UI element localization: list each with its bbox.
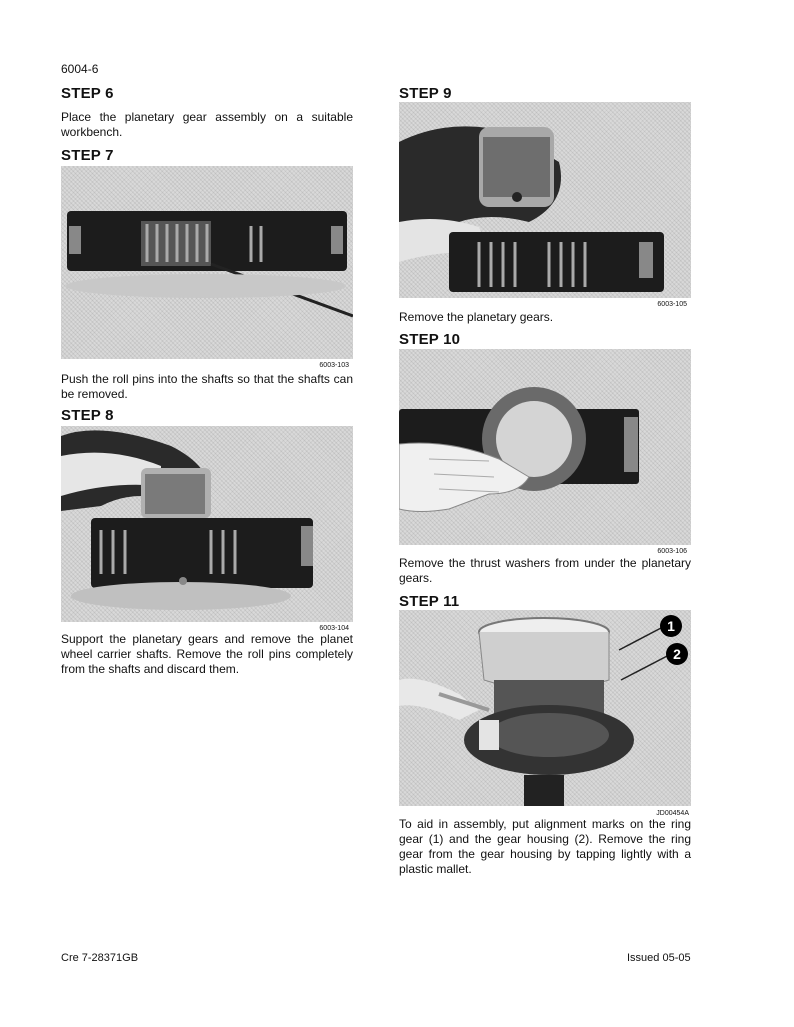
step-10-image-id: 6003-106: [657, 548, 687, 555]
step-10-photo: [399, 349, 691, 545]
step-9-text: Remove the planetary gears.: [399, 310, 554, 324]
step-11-title: STEP 11: [399, 593, 460, 610]
step-7-title: STEP 7: [61, 147, 114, 164]
step-8-text: Support the planetary gears and remove the planet wheel carrier shafts. Remove the roll pins completely from the shafts and discard them.: [61, 632, 353, 676]
step-9-image-id: 6003-105: [657, 301, 687, 308]
step-6-text: Place the planetary gear assembly on a suitable workbench.: [61, 110, 353, 139]
step-7-photo: [61, 166, 353, 359]
callout-1-label: 1: [667, 618, 675, 634]
step-11-text: To aid in assembly, put alignment marks on the ring gear (1) and the gear housing (2). Remove the ring gear from the gear housing by tapping lightly with a plastic mallet.: [399, 817, 691, 876]
step-9-title: STEP 9: [399, 85, 452, 102]
step-8-title: STEP 8: [61, 407, 114, 424]
step-6-title: STEP 6: [61, 85, 114, 102]
footer-document-id: Cre 7-28371GB: [61, 952, 139, 964]
step-11-photo: [399, 610, 691, 806]
step-7-image-id: 6003-103: [319, 362, 349, 369]
callout-2-label: 2: [673, 646, 681, 662]
page-number: 6004-6: [61, 62, 99, 76]
step-7-text: Push the roll pins into the shafts so that the shafts can be removed.: [61, 372, 353, 401]
footer-issue-date: Issued 05-05: [627, 952, 691, 964]
step-8-image-id: 6003-104: [319, 625, 349, 632]
step-8-photo: [61, 426, 353, 622]
step-9-photo: [399, 102, 691, 298]
step-11-image-id: JD00454A: [656, 810, 689, 817]
step-10-title: STEP 10: [399, 331, 461, 348]
step-10-text: Remove the thrust washers from under the planetary gears.: [399, 556, 691, 585]
